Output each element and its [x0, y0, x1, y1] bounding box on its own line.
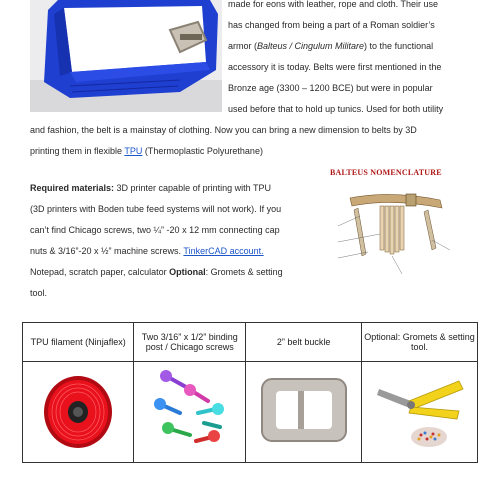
- intro-line: and fashion, the belt is a mainstay of clothing. Now you can bring a new dimension to belts by 3D: [30, 125, 417, 135]
- header-chicago-screws: Two 3/16” x 1/2” binding post / Chicago screws: [134, 323, 246, 362]
- materials-paragraph: [30, 178, 310, 304]
- materials-line: Required materials: 3D printer capable of printing with TPU: [30, 183, 271, 193]
- tpu-link[interactable]: TPU: [124, 146, 143, 156]
- intro-line: used before that to hold up tunics. Used for both utility: [228, 104, 444, 114]
- tinkercad-link[interactable]: TinkerCAD account.: [183, 246, 264, 256]
- belt-buckle-image: [258, 373, 350, 447]
- filament-cell: [23, 362, 134, 463]
- header-belt-buckle: 2” belt buckle: [246, 323, 362, 362]
- intro-line: printing them in flexible TPU (Thermoplastic Polyurethane): [30, 146, 263, 156]
- materials-line: can’t find Chicago screws, two ¼” -20 x 12 mm connecting cap: [30, 225, 280, 235]
- header-gromets: Optional: Gromets & setting tool.: [361, 323, 477, 362]
- diagram-title: BALTEUS NOMENCLATURE: [330, 168, 442, 177]
- gromet-tool-cell: [361, 362, 477, 463]
- materials-line: tool.: [30, 288, 48, 298]
- intro-line: has changed from being a part of a Roman soldier’s: [228, 20, 435, 30]
- filament-spool-image: [38, 368, 118, 452]
- screws-cell: [134, 362, 246, 463]
- materials-line: Notepad, scratch paper, calculator Optional: Gromets & setting: [30, 267, 283, 277]
- intro-line: armor (Balteus / Cingulum Militare) to the functional: [228, 41, 434, 51]
- intro-line: made for eons with leather, rope and cloth. Their use: [228, 0, 438, 9]
- table-image-row: [23, 362, 478, 463]
- header-tpu-filament: TPU filament (Ninjaflex): [23, 323, 134, 362]
- materials-line: nuts & 3/16”-20 x ½” machine screws. TinkerCAD account.: [30, 246, 264, 256]
- intro-paragraph-right: [228, 0, 498, 120]
- intro-line: accessory it is today. Belts were first mentioned in the: [228, 62, 442, 72]
- materials-label: Required materials:: [30, 183, 115, 193]
- intro-paragraph-full: [30, 120, 490, 162]
- buckle-cell: [246, 362, 362, 463]
- table-header-row: [23, 323, 478, 362]
- balteus-term: Balteus / Cingulum Militare: [257, 41, 365, 51]
- optional-label: Optional: [169, 267, 206, 277]
- balteus-diagram: [310, 164, 468, 308]
- intro-line: Bronze age (3300 – 1200 BCE) but were in popular: [228, 83, 433, 93]
- materials-line: (3D printers with Boden tube feed systems will not work). If you: [30, 204, 282, 214]
- materials-table: [22, 322, 478, 463]
- chicago-screws-image: [146, 365, 234, 455]
- printed-belt-photo: [30, 0, 222, 112]
- gromet-setting-tool-image: [371, 367, 467, 453]
